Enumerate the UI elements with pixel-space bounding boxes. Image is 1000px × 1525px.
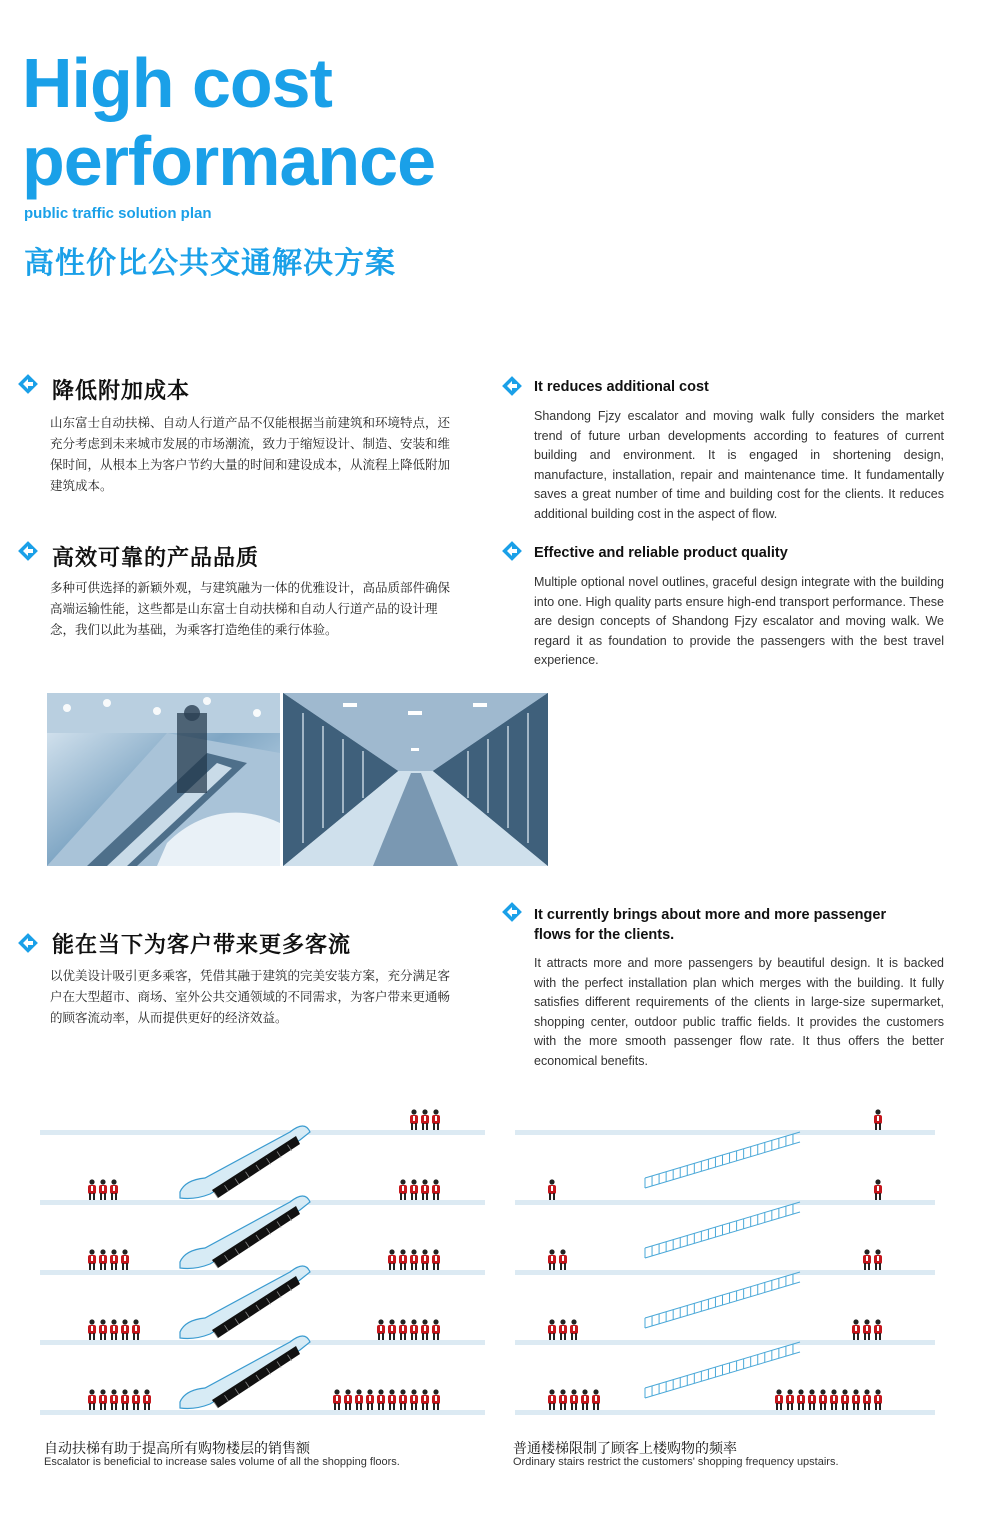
person-figure xyxy=(355,1389,363,1410)
section1-en-body: Shandong Fjzy escalator and moving walk fully considers the market trend of future urban developments according to features of current building and environment. It is engaged in shortening design, manufacture, installation, repair and maintenance time. It fundamentally saves a great number of time and building cost for the clients. It reduces additional building cost in the aspect of flow. xyxy=(534,409,944,521)
person-figure xyxy=(333,1389,341,1410)
person-figure xyxy=(570,1389,578,1410)
right-caption-en: Ordinary stairs restrict the customers' shopping frequency upstairs. xyxy=(513,1456,839,1468)
floor-line xyxy=(40,1410,485,1415)
person-figure xyxy=(432,1109,440,1130)
floor-line xyxy=(40,1270,485,1275)
section2-en-body: Multiple optional novel outlines, graceful design integrate with the building into one. High quality parts ensure high-end transport performance. These are design concepts of Shandong Fjzy escalator and moving walk. We regard it as foundation to provide the passengers with the best travel experience. xyxy=(534,575,944,667)
diamond-arrow-icon xyxy=(502,376,522,396)
floor-line xyxy=(515,1410,935,1415)
left-caption-zh: 自动扶梯有助于提高所有购物楼层的销售额 xyxy=(44,1441,310,1457)
person-figure xyxy=(88,1179,96,1200)
person-figure xyxy=(874,1179,882,1200)
person-figure xyxy=(421,1389,429,1410)
floor-line xyxy=(40,1130,485,1135)
person-figure xyxy=(874,1109,882,1130)
person-figure xyxy=(399,1249,407,1270)
person-figure xyxy=(132,1389,140,1410)
person-figure xyxy=(410,1109,418,1130)
diamond-arrow-icon xyxy=(18,541,38,561)
page-title-line1: High cost xyxy=(22,44,332,122)
person-figure xyxy=(410,1319,418,1340)
person-figure xyxy=(410,1389,418,1410)
left-caption-en: Escalator is beneficial to increase sales volume of all the shopping floors. xyxy=(44,1456,400,1468)
person-figure xyxy=(388,1319,396,1340)
person-figure xyxy=(581,1389,589,1410)
person-figure xyxy=(874,1389,882,1410)
person-figure xyxy=(410,1249,418,1270)
section1-zh-body: 山东富士自动扶梯、自动人行道产品不仅能根据当前建筑和环境特点，还充分考虑到未来城市发展的市场潮流，致力于缩短设计、制造、安装和维保时间，从根本上为客户节约大量的时间和建设成本，从流程上降低附加建筑成本。 xyxy=(50,415,451,493)
section2-zh-title: 高效可靠的产品品质 xyxy=(52,546,260,571)
person-figure xyxy=(399,1179,407,1200)
stair-unit xyxy=(645,1202,800,1258)
stairs-diagram xyxy=(500,1090,1000,1430)
moving-walk-photo xyxy=(283,693,548,866)
person-figure xyxy=(548,1179,556,1200)
person-figure xyxy=(548,1389,556,1410)
person-figure xyxy=(559,1389,567,1410)
person-figure xyxy=(377,1389,385,1410)
stair-unit xyxy=(645,1342,800,1398)
floor-line xyxy=(515,1340,935,1345)
person-figure xyxy=(344,1389,352,1410)
person-figure xyxy=(377,1319,385,1340)
floor-line xyxy=(40,1200,485,1205)
diamond-arrow-icon xyxy=(18,374,38,394)
person-figure xyxy=(121,1319,129,1340)
diamond-arrow-icon xyxy=(502,541,522,561)
person-figure xyxy=(421,1179,429,1200)
subtitle-en: public traffic solution plan xyxy=(24,205,212,222)
stair-unit xyxy=(645,1272,800,1328)
floor-line xyxy=(515,1130,935,1135)
person-figure xyxy=(852,1389,860,1410)
person-figure xyxy=(819,1389,827,1410)
person-figure xyxy=(863,1389,871,1410)
right-caption-zh: 普通楼梯限制了顾客上楼购物的频率 xyxy=(513,1441,737,1457)
person-figure xyxy=(421,1249,429,1270)
person-figure xyxy=(388,1389,396,1410)
person-figure xyxy=(399,1389,407,1410)
escalator-unit xyxy=(180,1196,310,1269)
person-figure xyxy=(99,1249,107,1270)
section1-zh-title: 降低附加成本 xyxy=(52,379,191,404)
person-figure xyxy=(110,1249,118,1270)
person-figure xyxy=(874,1249,882,1270)
floor-line xyxy=(40,1340,485,1345)
person-figure xyxy=(88,1389,96,1410)
diamond-arrow-icon xyxy=(18,933,38,953)
floor-line xyxy=(515,1270,935,1275)
person-figure xyxy=(366,1389,374,1410)
section3-en-title-line2: flows for the clients. xyxy=(534,927,675,943)
escalator-unit xyxy=(180,1126,310,1199)
person-figure xyxy=(421,1109,429,1130)
person-figure xyxy=(808,1389,816,1410)
section2-zh-body: 多种可供选择的新颖外观，与建筑融为一体的优雅设计，高品质部件确保高端运输性能，这些都是山东富士自动扶梯和自动人行道产品的设计理念，我们以此为基础，为乘客打造绝佳的乘行体验。 xyxy=(50,580,451,637)
person-figure xyxy=(399,1319,407,1340)
person-figure xyxy=(548,1249,556,1270)
person-figure xyxy=(88,1249,96,1270)
person-figure xyxy=(143,1389,151,1410)
section3-en-body: It attracts more and more passengers by beautiful design. It is backed with the perfect installation plan which merges with the building. It fully satisfies different requirements of the clients in large-size supermarket, shopping center, outdoor public traffic fields. It provides the customers with the more smooth passenger flow rate. It thus offers the better economical benefits. xyxy=(534,956,944,1068)
person-figure xyxy=(432,1319,440,1340)
escalator-unit xyxy=(180,1336,310,1409)
subtitle-zh: 高性价比公共交通解决方案 xyxy=(24,246,396,281)
floor-line xyxy=(515,1200,935,1205)
person-figure xyxy=(841,1389,849,1410)
escalator-unit xyxy=(180,1266,310,1339)
person-figure xyxy=(852,1319,860,1340)
section1-en-title: It reduces additional cost xyxy=(534,379,709,395)
person-figure xyxy=(88,1319,96,1340)
escalator-diagram xyxy=(0,1090,500,1430)
section2-en-title: Effective and reliable product quality xyxy=(534,545,788,561)
person-figure xyxy=(830,1389,838,1410)
stair-unit xyxy=(645,1132,800,1188)
person-figure xyxy=(559,1249,567,1270)
person-figure xyxy=(592,1389,600,1410)
diamond-arrow-icon xyxy=(502,902,522,922)
person-figure xyxy=(432,1179,440,1200)
person-figure xyxy=(99,1179,107,1200)
person-figure xyxy=(775,1389,783,1410)
person-figure xyxy=(570,1319,578,1340)
escalator-photo xyxy=(47,693,280,866)
person-figure xyxy=(421,1319,429,1340)
person-figure xyxy=(99,1319,107,1340)
person-figure xyxy=(132,1319,140,1340)
person-figure xyxy=(432,1389,440,1410)
person-figure xyxy=(121,1249,129,1270)
person-figure xyxy=(110,1389,118,1410)
section3-zh-body: 以优美设计吸引更多乘客，凭借其融于建筑的完美安装方案，充分满足客户在大型超市、商场、室外公共交通领域的不同需求，为客户带来更通畅的顾客流动率，从而提供更好的经济效益。 xyxy=(50,968,451,1025)
person-figure xyxy=(121,1389,129,1410)
person-figure xyxy=(863,1249,871,1270)
person-figure xyxy=(99,1389,107,1410)
page-title-line2: performance xyxy=(22,122,436,200)
person-figure xyxy=(548,1319,556,1340)
section3-en-title-line1: It currently brings about more and more passenger xyxy=(534,907,887,923)
person-figure xyxy=(797,1389,805,1410)
section3-zh-title: 能在当下为客户带来更多客流 xyxy=(52,933,352,958)
person-figure xyxy=(559,1319,567,1340)
person-figure xyxy=(786,1389,794,1410)
person-figure xyxy=(110,1319,118,1340)
person-figure xyxy=(432,1249,440,1270)
person-figure xyxy=(874,1319,882,1340)
person-figure xyxy=(410,1179,418,1200)
person-figure xyxy=(863,1319,871,1340)
person-figure xyxy=(110,1179,118,1200)
person-figure xyxy=(388,1249,396,1270)
